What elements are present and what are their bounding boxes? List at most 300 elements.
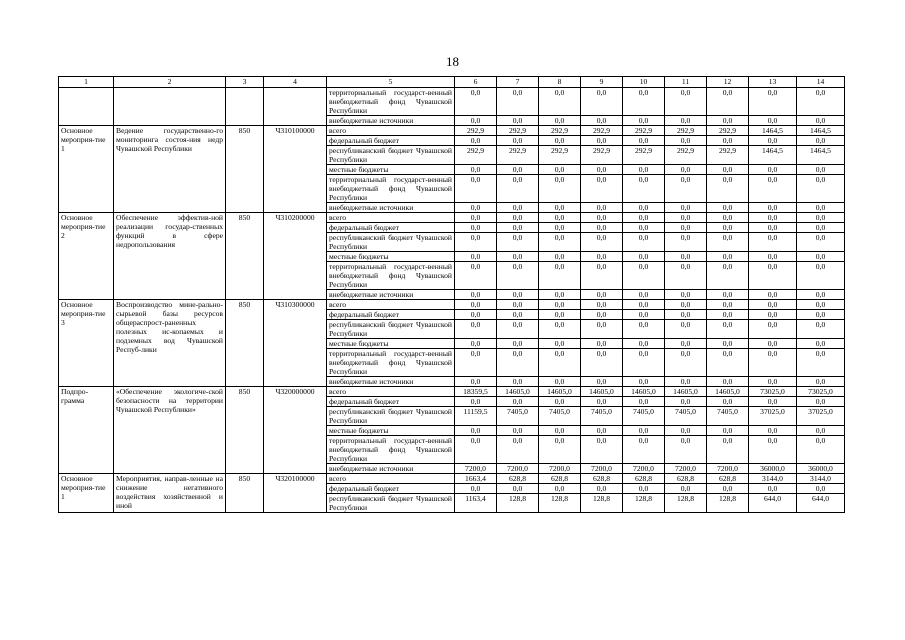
amount-cell: 0,0 <box>581 213 623 223</box>
amount-cell: 7200,0 <box>665 464 707 474</box>
amount-cell: 0,0 <box>623 377 665 387</box>
amount-cell: 0,0 <box>581 233 623 252</box>
funding-source: внебюджетные источники <box>327 464 455 474</box>
amount-cell: 0,0 <box>497 175 539 203</box>
amount-cell: 0,0 <box>665 116 707 126</box>
column-header: 3 <box>226 77 264 88</box>
amount-cell: 0,0 <box>623 116 665 126</box>
amount-cell: 644,0 <box>749 494 797 513</box>
amount-cell: 7200,0 <box>497 464 539 474</box>
amount-cell: 0,0 <box>581 252 623 262</box>
amount-cell: 292,9 <box>665 146 707 165</box>
amount-cell: 0,0 <box>797 377 845 387</box>
funding-source: республиканский бюджет Чувашской Республики <box>327 494 455 513</box>
amount-cell: 0,0 <box>707 290 749 300</box>
amount-cell: 7405,0 <box>539 407 581 426</box>
amount-cell: 0,0 <box>707 136 749 146</box>
funding-source: территориальный государст-венный внебюджетный фонд Чувашской Республики <box>327 349 455 377</box>
amount-cell: 0,0 <box>581 290 623 300</box>
amount-cell: 0,0 <box>497 484 539 494</box>
column-header: 11 <box>665 77 707 88</box>
amount-cell: 0,0 <box>749 175 797 203</box>
funding-source: республиканский бюджет Чувашской Республики <box>327 320 455 339</box>
amount-cell: 0,0 <box>623 310 665 320</box>
amount-cell: 7405,0 <box>581 407 623 426</box>
amount-cell: 0,0 <box>497 88 539 116</box>
amount-cell: 0,0 <box>797 300 845 310</box>
activity-name: Ведение государственно-го мониторинга состоя-ния недр Чувашской Республики <box>114 126 226 213</box>
amount-cell: 0,0 <box>665 165 707 175</box>
amount-cell: 7200,0 <box>455 464 497 474</box>
column-header: 5 <box>327 77 455 88</box>
amount-cell: 0,0 <box>539 233 581 252</box>
amount-cell: 0,0 <box>749 484 797 494</box>
amount-cell: 0,0 <box>455 175 497 203</box>
amount-cell: 0,0 <box>455 223 497 233</box>
amount-cell: 0,0 <box>455 484 497 494</box>
amount-cell: 0,0 <box>455 310 497 320</box>
funding-source: местные бюджеты <box>327 252 455 262</box>
activity-name <box>114 88 226 126</box>
amount-cell: 628,8 <box>497 474 539 484</box>
amount-cell: 0,0 <box>797 88 845 116</box>
amount-cell: 7200,0 <box>581 464 623 474</box>
amount-cell: 0,0 <box>749 339 797 349</box>
amount-cell: 128,8 <box>665 494 707 513</box>
amount-cell: 0,0 <box>707 349 749 377</box>
funding-source: всего <box>327 300 455 310</box>
amount-cell: 0,0 <box>539 175 581 203</box>
amount-cell: 0,0 <box>665 175 707 203</box>
amount-cell: 0,0 <box>623 262 665 290</box>
amount-cell: 0,0 <box>797 252 845 262</box>
amount-cell: 0,0 <box>749 213 797 223</box>
funding-source: федеральный бюджет <box>327 310 455 320</box>
amount-cell: 0,0 <box>665 262 707 290</box>
amount-cell: 0,0 <box>797 213 845 223</box>
amount-cell: 1663,4 <box>455 474 497 484</box>
amount-cell: 0,0 <box>707 213 749 223</box>
amount-cell: 0,0 <box>581 339 623 349</box>
amount-cell: 0,0 <box>539 223 581 233</box>
amount-cell: 0,0 <box>749 88 797 116</box>
amount-cell: 0,0 <box>797 397 845 407</box>
amount-cell: 0,0 <box>707 203 749 213</box>
column-header: 12 <box>707 77 749 88</box>
amount-cell: 0,0 <box>749 165 797 175</box>
amount-cell: 0,0 <box>581 203 623 213</box>
amount-cell: 0,0 <box>623 233 665 252</box>
amount-cell: 0,0 <box>797 310 845 320</box>
amount-cell: 0,0 <box>749 262 797 290</box>
amount-cell: 0,0 <box>455 436 497 464</box>
amount-cell: 0,0 <box>623 484 665 494</box>
amount-cell: 292,9 <box>623 146 665 165</box>
amount-cell: 0,0 <box>665 339 707 349</box>
amount-cell: 128,8 <box>539 494 581 513</box>
funding-source: территориальный государст-венный внебюджетный фонд Чувашской Республики <box>327 175 455 203</box>
amount-cell: 0,0 <box>797 290 845 300</box>
amount-cell: 3144,0 <box>797 474 845 484</box>
amount-cell: 0,0 <box>623 203 665 213</box>
amount-cell: 0,0 <box>581 320 623 339</box>
amount-cell: 0,0 <box>539 436 581 464</box>
amount-cell: 0,0 <box>623 252 665 262</box>
amount-cell: 0,0 <box>665 397 707 407</box>
amount-cell: 0,0 <box>707 262 749 290</box>
activity-label: Основное мероприя-тие 1 <box>59 126 114 213</box>
amount-cell: 0,0 <box>665 252 707 262</box>
amount-cell: 0,0 <box>581 165 623 175</box>
table-body <box>59 88 845 513</box>
amount-cell: 0,0 <box>707 175 749 203</box>
amount-cell: 0,0 <box>665 213 707 223</box>
amount-cell: 0,0 <box>749 426 797 436</box>
amount-cell: 0,0 <box>455 290 497 300</box>
amount-cell: 11159,5 <box>455 407 497 426</box>
amount-cell: 0,0 <box>623 136 665 146</box>
funding-source: внебюджетные источники <box>327 290 455 300</box>
amount-cell: 292,9 <box>455 146 497 165</box>
amount-cell: 0,0 <box>623 339 665 349</box>
amount-cell: 0,0 <box>707 223 749 233</box>
amount-cell: 628,8 <box>581 474 623 484</box>
amount-cell: 3144,0 <box>749 474 797 484</box>
amount-cell: 0,0 <box>581 175 623 203</box>
amount-cell: 0,0 <box>665 426 707 436</box>
amount-cell: 0,0 <box>581 300 623 310</box>
amount-cell: 0,0 <box>749 223 797 233</box>
amount-cell: 0,0 <box>497 213 539 223</box>
amount-cell: 0,0 <box>539 203 581 213</box>
amount-cell: 0,0 <box>707 397 749 407</box>
amount-cell: 0,0 <box>707 426 749 436</box>
amount-cell: 0,0 <box>455 165 497 175</box>
amount-cell: 128,8 <box>497 494 539 513</box>
amount-cell: 7405,0 <box>707 407 749 426</box>
amount-cell: 0,0 <box>623 88 665 116</box>
amount-cell: 0,0 <box>497 339 539 349</box>
amount-cell: 0,0 <box>539 300 581 310</box>
amount-cell: 292,9 <box>455 126 497 136</box>
amount-cell: 0,0 <box>455 300 497 310</box>
amount-cell: 0,0 <box>455 136 497 146</box>
amount-cell: 0,0 <box>581 310 623 320</box>
funding-source: федеральный бюджет <box>327 136 455 146</box>
amount-cell: 0,0 <box>539 116 581 126</box>
amount-cell: 0,0 <box>797 233 845 252</box>
amount-cell: 0,0 <box>623 165 665 175</box>
funding-source: всего <box>327 474 455 484</box>
amount-cell: 0,0 <box>665 349 707 377</box>
funding-source: республиканский бюджет Чувашской Республики <box>327 233 455 252</box>
amount-cell: 128,8 <box>707 494 749 513</box>
amount-cell: 0,0 <box>707 320 749 339</box>
amount-cell: 0,0 <box>623 349 665 377</box>
amount-cell: 0,0 <box>539 88 581 116</box>
amount-cell: 73025,0 <box>797 387 845 397</box>
activity-label: Основное мероприя-тие 3 <box>59 300 114 387</box>
amount-cell: 0,0 <box>497 377 539 387</box>
amount-cell: 0,0 <box>497 310 539 320</box>
amount-cell: 37025,0 <box>797 407 845 426</box>
amount-cell: 0,0 <box>707 310 749 320</box>
amount-cell: 0,0 <box>539 349 581 377</box>
amount-cell: 0,0 <box>797 262 845 290</box>
amount-cell: 1464,5 <box>749 146 797 165</box>
amount-cell: 0,0 <box>707 377 749 387</box>
amount-cell: 0,0 <box>665 233 707 252</box>
funding-source: республиканский бюджет Чувашской Республики <box>327 146 455 165</box>
table-row <box>59 300 845 310</box>
funding-source: федеральный бюджет <box>327 397 455 407</box>
grbs-code <box>226 88 264 126</box>
amount-cell: 14605,0 <box>497 387 539 397</box>
amount-cell: 0,0 <box>749 290 797 300</box>
amount-cell: 0,0 <box>665 377 707 387</box>
amount-cell: 0,0 <box>623 175 665 203</box>
amount-cell: 0,0 <box>497 262 539 290</box>
amount-cell: 36000,0 <box>797 464 845 474</box>
amount-cell: 0,0 <box>455 203 497 213</box>
amount-cell: 0,0 <box>539 165 581 175</box>
amount-cell: 0,0 <box>797 436 845 464</box>
amount-cell: 0,0 <box>749 436 797 464</box>
amount-cell: 292,9 <box>539 126 581 136</box>
amount-cell: 7200,0 <box>623 464 665 474</box>
funding-source: внебюджетные источники <box>327 116 455 126</box>
grbs-code: 850 <box>226 474 264 513</box>
amount-cell: 0,0 <box>539 252 581 262</box>
amount-cell: 128,8 <box>623 494 665 513</box>
amount-cell: 292,9 <box>707 126 749 136</box>
amount-cell: 37025,0 <box>749 407 797 426</box>
amount-cell: 0,0 <box>749 377 797 387</box>
amount-cell: 292,9 <box>497 146 539 165</box>
grbs-code: 850 <box>226 300 264 387</box>
amount-cell: 1464,5 <box>797 146 845 165</box>
amount-cell: 292,9 <box>497 126 539 136</box>
page-number: 18 <box>446 54 459 69</box>
amount-cell: 0,0 <box>749 349 797 377</box>
amount-cell: 0,0 <box>707 88 749 116</box>
amount-cell: 0,0 <box>797 116 845 126</box>
amount-cell: 0,0 <box>539 377 581 387</box>
activity-label: Основное мероприя-тие 2 <box>59 213 114 300</box>
amount-cell: 0,0 <box>797 320 845 339</box>
amount-cell: 0,0 <box>797 136 845 146</box>
amount-cell: 0,0 <box>497 165 539 175</box>
budget-code: Ч310100000 <box>264 126 327 213</box>
funding-source: внебюджетные источники <box>327 377 455 387</box>
amount-cell: 292,9 <box>665 126 707 136</box>
amount-cell: 0,0 <box>749 310 797 320</box>
amount-cell: 0,0 <box>497 116 539 126</box>
amount-cell: 0,0 <box>497 290 539 300</box>
amount-cell: 0,0 <box>665 300 707 310</box>
budget-code <box>264 88 327 126</box>
amount-cell: 0,0 <box>623 436 665 464</box>
amount-cell: 0,0 <box>665 290 707 300</box>
amount-cell: 0,0 <box>455 116 497 126</box>
amount-cell: 0,0 <box>749 233 797 252</box>
amount-cell: 7200,0 <box>707 464 749 474</box>
amount-cell: 0,0 <box>707 116 749 126</box>
funding-source: территориальный государст-венный внебюджетный фонд Чувашской Республики <box>327 436 455 464</box>
amount-cell: 0,0 <box>749 203 797 213</box>
amount-cell: 0,0 <box>455 426 497 436</box>
amount-cell: 0,0 <box>707 436 749 464</box>
grbs-code: 850 <box>226 213 264 300</box>
amount-cell: 0,0 <box>539 426 581 436</box>
amount-cell: 0,0 <box>581 484 623 494</box>
amount-cell: 0,0 <box>455 377 497 387</box>
amount-cell: 0,0 <box>539 320 581 339</box>
column-header: 7 <box>497 77 539 88</box>
funding-source: внебюджетные источники <box>327 203 455 213</box>
budget-code: Ч310300000 <box>264 300 327 387</box>
amount-cell: 0,0 <box>707 339 749 349</box>
grbs-code: 850 <box>226 387 264 474</box>
amount-cell: 0,0 <box>455 233 497 252</box>
amount-cell: 0,0 <box>455 262 497 290</box>
funding-source: федеральный бюджет <box>327 223 455 233</box>
amount-cell: 0,0 <box>539 310 581 320</box>
amount-cell: 644,0 <box>797 494 845 513</box>
funding-source: местные бюджеты <box>327 426 455 436</box>
amount-cell: 0,0 <box>497 233 539 252</box>
funding-source: всего <box>327 387 455 397</box>
amount-cell: 0,0 <box>749 320 797 339</box>
amount-cell: 0,0 <box>797 339 845 349</box>
amount-cell: 0,0 <box>623 397 665 407</box>
amount-cell: 0,0 <box>707 233 749 252</box>
amount-cell: 14605,0 <box>539 387 581 397</box>
amount-cell: 0,0 <box>581 436 623 464</box>
amount-cell: 0,0 <box>623 426 665 436</box>
amount-cell: 128,8 <box>581 494 623 513</box>
amount-cell: 7405,0 <box>623 407 665 426</box>
amount-cell: 292,9 <box>623 126 665 136</box>
column-header: 1 <box>59 77 114 88</box>
activity-label: Подпро-грамма <box>59 387 114 474</box>
amount-cell: 0,0 <box>581 223 623 233</box>
table-row <box>59 126 845 136</box>
amount-cell: 0,0 <box>665 310 707 320</box>
amount-cell: 36000,0 <box>749 464 797 474</box>
amount-cell: 0,0 <box>539 339 581 349</box>
budget-code: Ч320100000 <box>264 474 327 513</box>
amount-cell: 292,9 <box>581 146 623 165</box>
amount-cell: 0,0 <box>749 300 797 310</box>
amount-cell: 0,0 <box>707 165 749 175</box>
amount-cell: 628,8 <box>707 474 749 484</box>
amount-cell: 0,0 <box>455 397 497 407</box>
amount-cell: 0,0 <box>539 136 581 146</box>
amount-cell: 0,0 <box>707 484 749 494</box>
table-row <box>59 387 845 397</box>
column-header: 6 <box>455 77 497 88</box>
amount-cell: 0,0 <box>665 223 707 233</box>
amount-cell: 0,0 <box>797 175 845 203</box>
activity-name: Обеспечение эффектив-ной реализации государ-ственных функций в сфере недропользования <box>114 213 226 300</box>
amount-cell: 0,0 <box>539 397 581 407</box>
budget-code: Ч320000000 <box>264 387 327 474</box>
amount-cell: 0,0 <box>797 484 845 494</box>
amount-cell: 0,0 <box>623 290 665 300</box>
table-row <box>59 474 845 484</box>
amount-cell: 7405,0 <box>665 407 707 426</box>
amount-cell: 0,0 <box>797 203 845 213</box>
amount-cell: 0,0 <box>665 484 707 494</box>
amount-cell: 0,0 <box>581 426 623 436</box>
amount-cell: 292,9 <box>539 146 581 165</box>
amount-cell: 0,0 <box>581 262 623 290</box>
amount-cell: 1163,4 <box>455 494 497 513</box>
amount-cell: 0,0 <box>455 88 497 116</box>
amount-cell: 0,0 <box>581 397 623 407</box>
amount-cell: 14605,0 <box>581 387 623 397</box>
amount-cell: 0,0 <box>707 252 749 262</box>
column-header: 2 <box>114 77 226 88</box>
amount-cell: 0,0 <box>665 136 707 146</box>
funding-source: федеральный бюджет <box>327 484 455 494</box>
amount-cell: 0,0 <box>665 88 707 116</box>
funding-source: всего <box>327 126 455 136</box>
amount-cell: 0,0 <box>455 213 497 223</box>
amount-cell: 0,0 <box>539 262 581 290</box>
amount-cell: 0,0 <box>623 223 665 233</box>
amount-cell: 0,0 <box>665 203 707 213</box>
amount-cell: 0,0 <box>539 290 581 300</box>
amount-cell: 292,9 <box>707 146 749 165</box>
amount-cell: 0,0 <box>797 349 845 377</box>
activity-name: Воспроизводство мине-рально-сырьевой базы ресурсов общераспрост-раненных полезных ис-копаемых и подземных вод Чувашской Респуб-лики <box>114 300 226 387</box>
grbs-code: 850 <box>226 126 264 213</box>
budget-code: Ч310200000 <box>264 213 327 300</box>
amount-cell: 0,0 <box>497 203 539 213</box>
column-header: 13 <box>749 77 797 88</box>
amount-cell: 0,0 <box>539 213 581 223</box>
amount-cell: 7405,0 <box>497 407 539 426</box>
amount-cell: 0,0 <box>497 397 539 407</box>
amount-cell: 0,0 <box>581 88 623 116</box>
funding-source: всего <box>327 213 455 223</box>
amount-cell: 0,0 <box>497 300 539 310</box>
funding-source: территориальный государст-венный внебюджетный фонд Чувашской Республики <box>327 262 455 290</box>
amount-cell: 14605,0 <box>623 387 665 397</box>
amount-cell: 0,0 <box>497 252 539 262</box>
amount-cell: 0,0 <box>749 136 797 146</box>
funding-source: местные бюджеты <box>327 339 455 349</box>
column-header: 14 <box>797 77 845 88</box>
table-row <box>59 213 845 223</box>
amount-cell: 0,0 <box>707 300 749 310</box>
funding-source: местные бюджеты <box>327 165 455 175</box>
activity-name: «Обеспечение экологиче-ской безопасности на территории Чувашской Республики» <box>114 387 226 474</box>
amount-cell: 0,0 <box>797 223 845 233</box>
amount-cell: 14605,0 <box>707 387 749 397</box>
amount-cell: 1464,5 <box>797 126 845 136</box>
amount-cell: 628,8 <box>665 474 707 484</box>
amount-cell: 0,0 <box>749 252 797 262</box>
amount-cell: 0,0 <box>497 436 539 464</box>
amount-cell: 0,0 <box>797 426 845 436</box>
amount-cell: 628,8 <box>623 474 665 484</box>
amount-cell: 0,0 <box>581 349 623 377</box>
amount-cell: 0,0 <box>623 213 665 223</box>
amount-cell: 0,0 <box>497 320 539 339</box>
